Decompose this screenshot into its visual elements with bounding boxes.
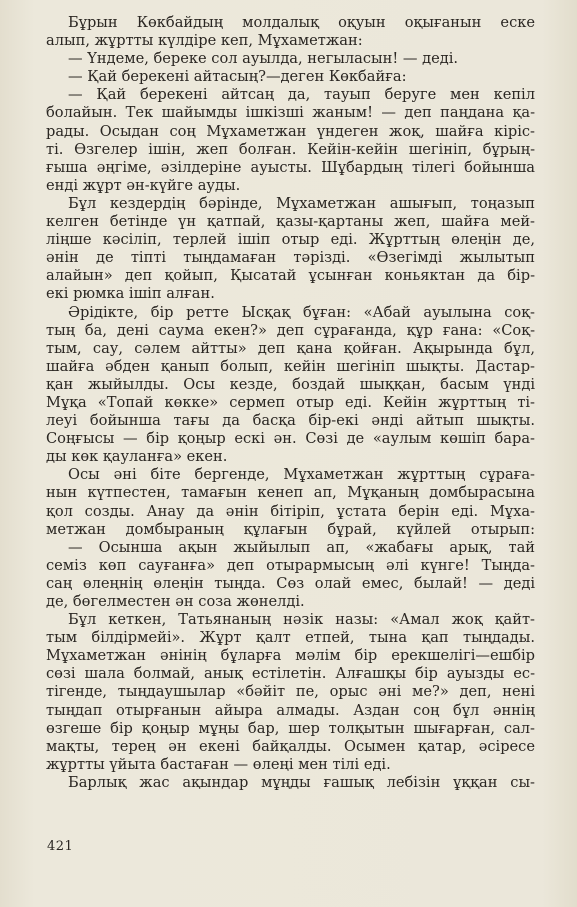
text-line: мақты, терең ән екені байқалды. Осымен қатар, әсіресе xyxy=(46,737,535,755)
text-line: қан жыйылды. Осы кезде, боздай шыққан, басым үнді xyxy=(46,375,535,393)
page-number: 421 xyxy=(47,839,74,854)
text-line: өзгеше бір қоңыр мұңы бар, шер толқытын шығарған, сал- xyxy=(46,719,535,737)
text-line: тым білдірмейі». Жұрт қалт етпей, тына қап тыңдады. xyxy=(46,629,535,647)
text-line: әнін де тіпті тыңдамаған тәрізді. «Өзегімді жылытып xyxy=(46,249,535,267)
text-line: — Үндеме, берекe сол ауылда, негыласын! — деді. xyxy=(68,50,459,68)
text-line: — Қай берекені айтсаң да, тауып беруге мен кепіл xyxy=(68,86,535,104)
text-line: Соңғысы — бір қоңыр ескі ән. Сөзі де «аулым көшіп бара- xyxy=(46,430,535,448)
text-line: шайға әбден қанып болып, кейін шегініп шықты. Дастар- xyxy=(46,357,535,375)
text-line: қол созды. Анау да әнін бітіріп, ұстата берін еді. Мұха- xyxy=(46,502,535,520)
text-line: Осы әні біте бергенде, Мұхаметжан жұрттың сұраға- xyxy=(68,466,535,484)
text-line: алайын» деп қойып, Қысатай ұсынған коньяктан да бір- xyxy=(46,267,535,285)
text-line: Бұл кеткен, Татьянаның нәзік назы: «Амал жоқ қайт- xyxy=(68,611,535,629)
text-line: тігенде, тыңдаушылар «бәйіт пе, орыс әні ме?» деп, нені xyxy=(46,683,535,701)
text-line: Мұқа «Топай көкке» сермеп отыр еді. Кейін жұрттың ті- xyxy=(46,393,535,411)
text-line: жұртты үйыта бастаған — өлеңі мен тілі еді. xyxy=(46,755,391,773)
text-line: нын күтпестен, тамағын кенеп ап, Мұқаның домбырасына xyxy=(46,484,535,502)
text-line: семіз көп сауғанға» деп отырармысың әлі күнге! Тыңда- xyxy=(46,556,535,574)
text-line: алып, жұртты күлдіре кеп, Мұхаметжан: xyxy=(46,32,363,50)
text-line: — Қай берекені айтасың?—деген Көкбайға: xyxy=(68,68,407,86)
text-line: екі рюмка ішіп алған. xyxy=(46,285,215,303)
text-line: Барлық жас ақындар мұңды ғашық лебізін ұққан сы- xyxy=(68,773,535,791)
text-line: Бұл кездердің бәрінде, Мұхаметжан ашығып, тоңазып xyxy=(68,194,535,212)
text-line: ғыша әңгіме, әзілдеріне ауысты. Шұбардың тілегі бойынша xyxy=(46,158,535,176)
text-line: келген бетінде үн қатпай, қазы-қартаны жеп, шайға мей- xyxy=(46,213,535,231)
text-line: леуі бойынша тағы да басқа бір-екі әнді айтып шықты. xyxy=(46,412,535,430)
text-line: Әрідікте, бір ретте Ысқақ бұған: «Абай ауылына соқ- xyxy=(68,303,535,321)
text-line: болайын. Тек шайымды ішкізші жаным! — деп паңдана қа- xyxy=(46,104,535,122)
text-line: тың ба, дені саума екен?» деп сұрағанда, құр ғана: «Соқ- xyxy=(46,321,535,339)
text-line: ды көк қауланға» екен. xyxy=(46,448,228,466)
body-text xyxy=(46,14,535,792)
text-line: де, бөгелместен ән соза жөнелді. xyxy=(46,593,305,610)
text-line: ліңше кәсіліп, терлей ішіп отыр еді. Жұрттың өлеңін де, xyxy=(46,231,535,249)
text-line: тыңдап отырғанын айыра алмады. Аздан соң бұл әннің xyxy=(46,701,535,719)
text-line: рады. Осыдан соң Мұхаметжан үндеген жоқ, шайға кіріс- xyxy=(46,122,535,140)
text-line: Мұхаметжан әнінің бұларға мәлім бір ерекшелігі—ешбір xyxy=(46,647,535,665)
text-line: енді жұрт ән-күйге ауды. xyxy=(46,176,241,194)
text-line: Бұрын Көкбайдың молдалық оқуын оқығанын ескe xyxy=(68,14,535,31)
text-line: саң өлеңнің өлеңін тыңда. Сөз олай емес, былай! — деді xyxy=(46,574,535,592)
text-line: сөзі шала болмай, анық естілетін. Алғашқы бір ауызды ес- xyxy=(46,665,535,683)
text-line: тым, сау, сәлем айтты» деп қана қойған. Ақырында бұл, xyxy=(46,339,535,357)
text-line: — Осынша ақын жыйылып ап, «жабағы арық, тай xyxy=(68,538,535,556)
text-line: метжан домбыраның құлағын бұрай, күйлей отырып: xyxy=(46,520,535,538)
text-line: ті. Өзгелер ішін, жеп болған. Кейін-кейін шегініп, бұрың- xyxy=(46,140,535,158)
